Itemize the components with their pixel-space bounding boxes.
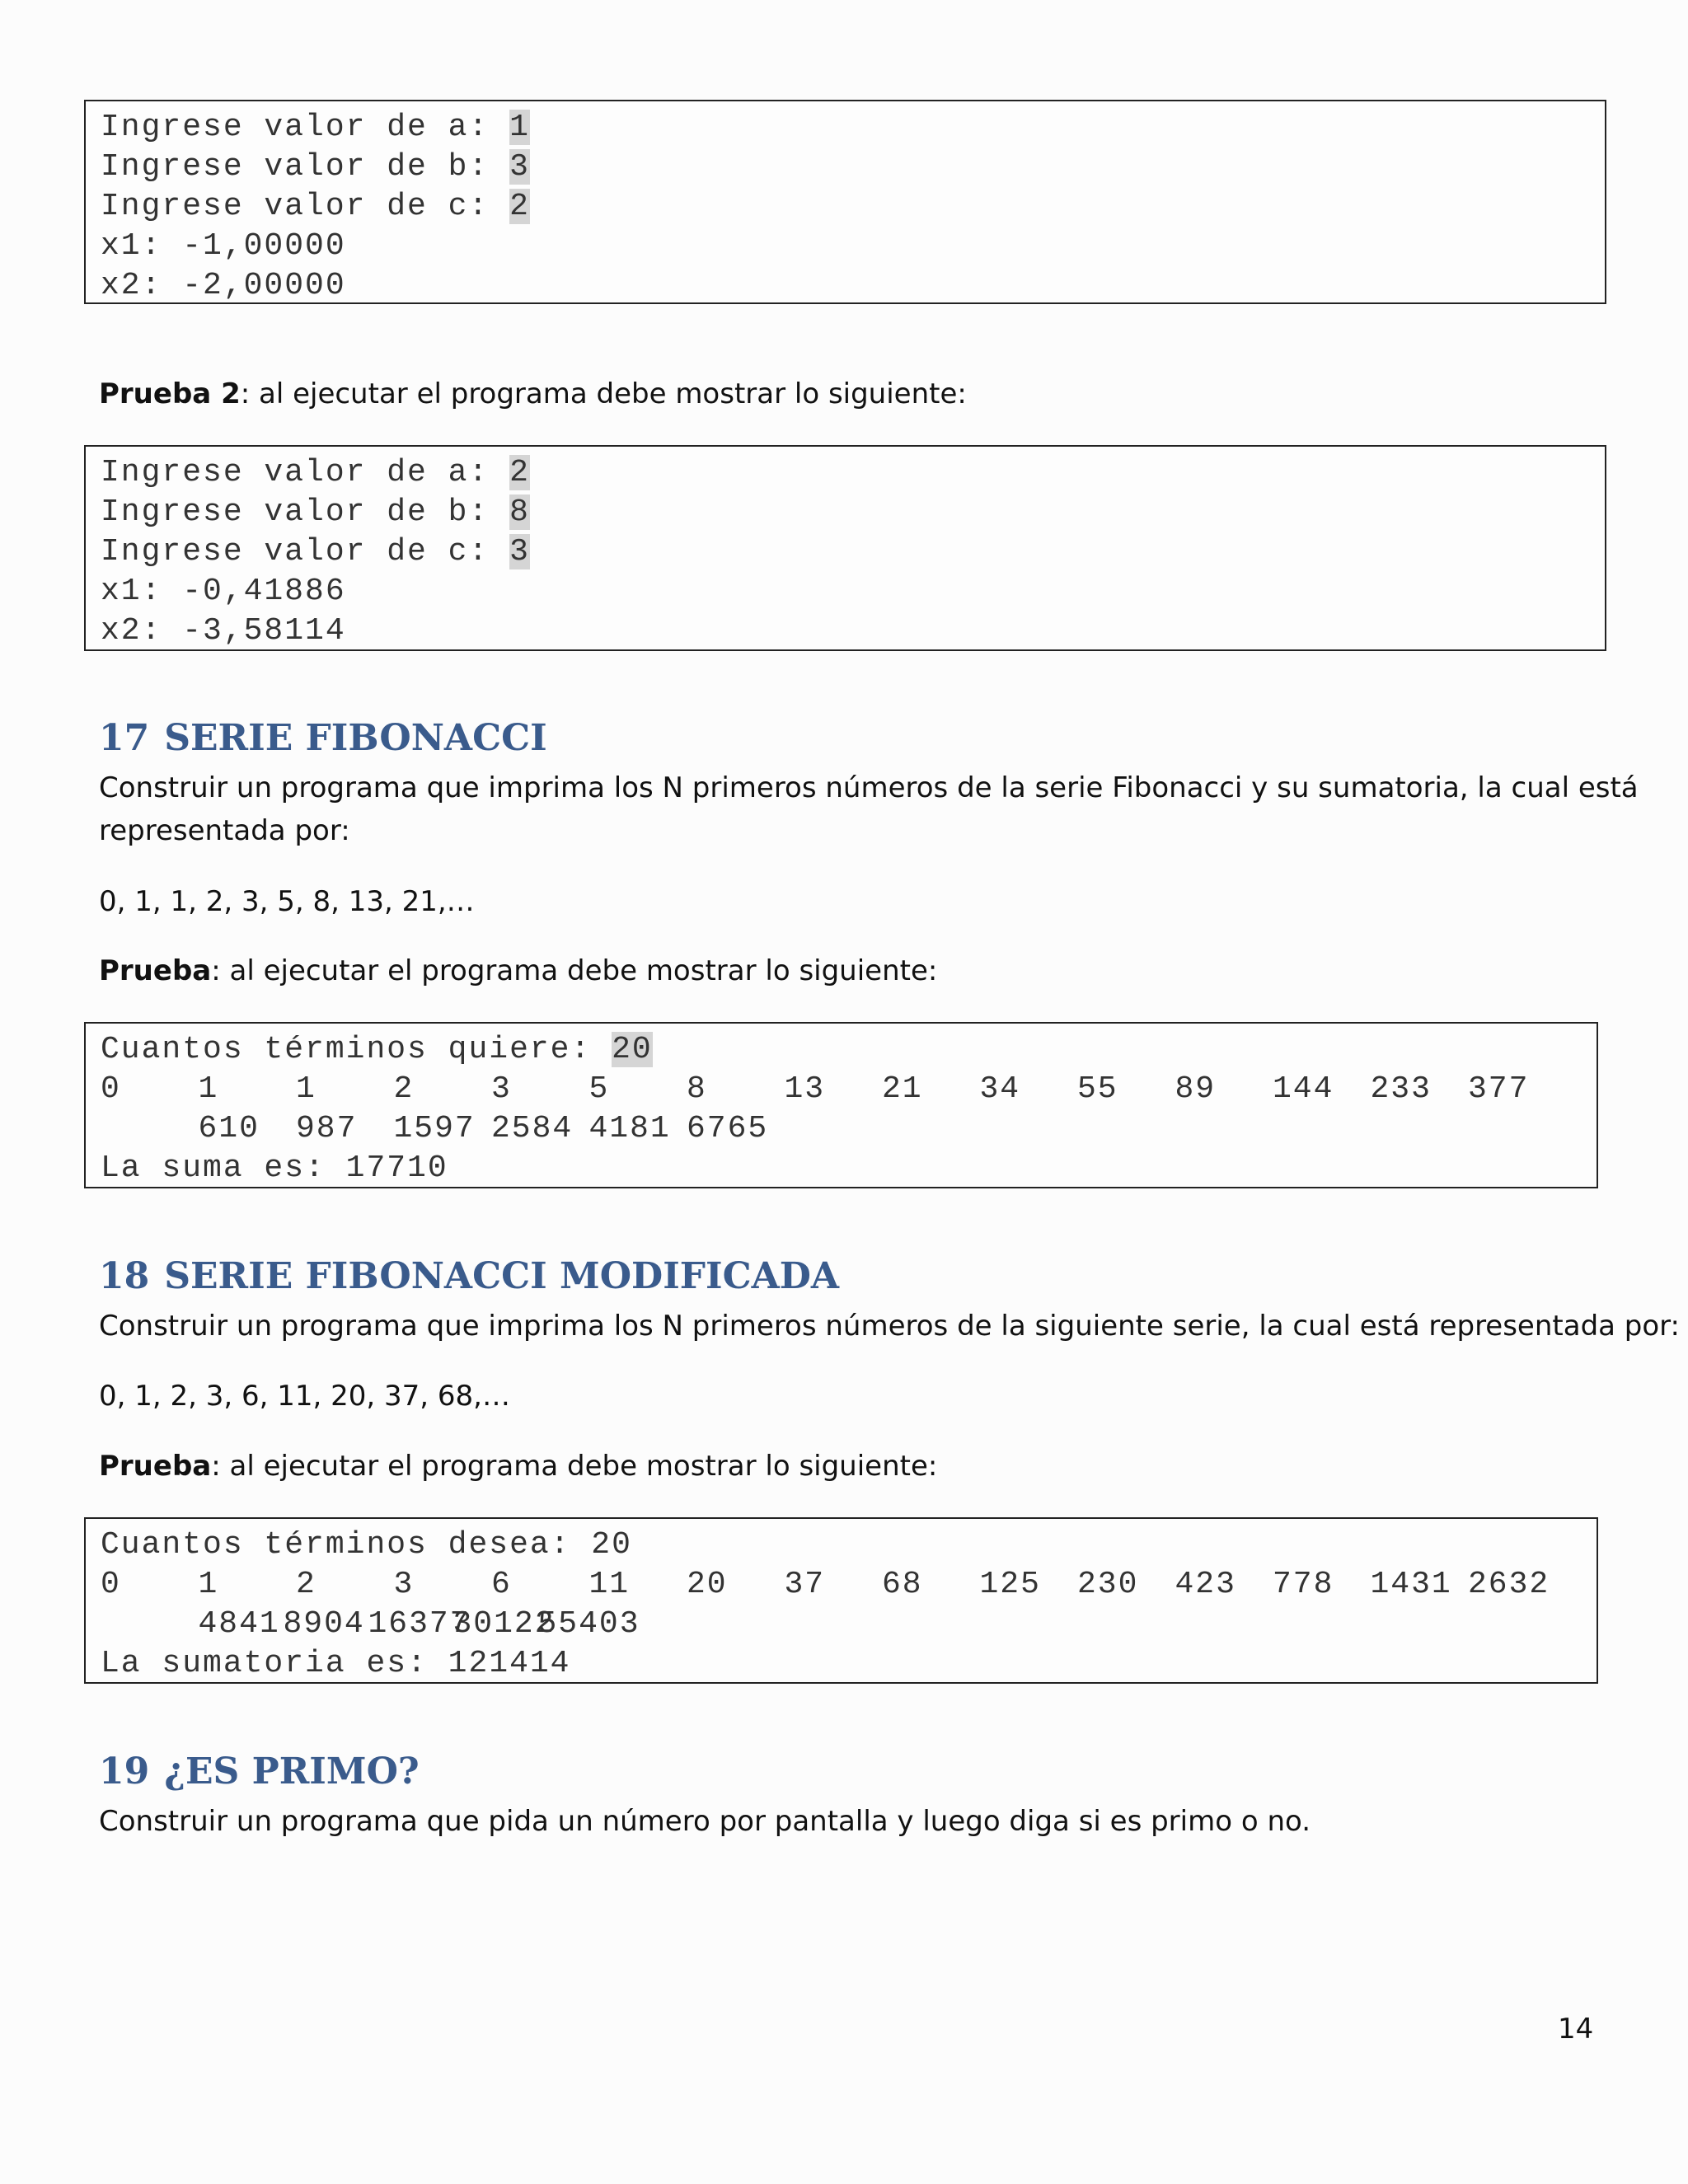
console-line: Cuantos términos quiere: 20 (101, 1032, 653, 1067)
series-value: 8904 (283, 1606, 365, 1642)
console-line: x1: -1,00000 (101, 228, 346, 264)
input-value: 2 (509, 189, 530, 224)
series-value: 1597 (393, 1111, 476, 1146)
series-value: 55403 (537, 1606, 640, 1642)
section-17-heading: 17 SERIE FIBONACCI (99, 717, 547, 759)
console-line: La sumatoria es: 121414 (101, 1646, 571, 1681)
series-value: 1 (198, 1071, 219, 1107)
console-line: Ingrese valor de c: 2 (101, 189, 530, 224)
series-value: 34 (979, 1071, 1021, 1107)
series-value: 2584 (491, 1111, 574, 1146)
section-18-description: Construir un programa que imprima los N primeros números de la siguiente serie, la cual está representada por: (99, 1310, 1681, 1343)
input-value: 3 (509, 149, 530, 185)
series-row (101, 1109, 1597, 1149)
series-value: 3 (393, 1567, 415, 1602)
series-value: 987 (296, 1111, 358, 1146)
section-17-prueba: Prueba: al ejecutar el programa debe mostrar lo siguiente: (99, 954, 938, 987)
series-row (101, 1605, 1597, 1644)
console-line: x1: -0,41886 (101, 574, 346, 609)
prueba-2-label: Prueba 2: al ejecutar el programa debe mostrar lo siguiente: (99, 377, 967, 410)
series-value: 1431 (1370, 1567, 1452, 1602)
page-number: 14 (1558, 2013, 1594, 2046)
series-value: 3 (491, 1071, 512, 1107)
series-value: 30122 (452, 1606, 556, 1642)
console-line: Cuantos términos desea: 20 (101, 1527, 632, 1563)
section-19-heading: 19 ¿ES PRIMO? (99, 1750, 420, 1793)
input-value: 1 (509, 110, 530, 145)
series-value: 423 (1175, 1567, 1236, 1602)
section-18-series: 0, 1, 2, 3, 6, 11, 20, 37, 68,… (99, 1380, 510, 1413)
console-line: Ingrese valor de a: 2 (101, 455, 530, 490)
series-row (101, 1565, 1597, 1605)
series-value: 21 (882, 1071, 923, 1107)
console-line: Ingrese valor de b: 8 (101, 494, 530, 530)
series-value: 0 (101, 1567, 121, 1602)
series-value: 8 (687, 1071, 707, 1107)
input-value: 3 (509, 534, 530, 569)
console-output-box-4 (84, 1517, 1598, 1684)
series-value: 1 (198, 1567, 219, 1602)
series-value: 125 (979, 1567, 1041, 1602)
series-value: 68 (882, 1567, 923, 1602)
series-value: 4841 (198, 1606, 280, 1642)
series-value: 6 (491, 1567, 512, 1602)
series-value: 377 (1468, 1071, 1530, 1107)
console-line: Ingrese valor de b: 3 (101, 149, 530, 185)
series-value: 230 (1077, 1567, 1139, 1602)
input-value: 8 (509, 494, 530, 530)
input-value: 2 (509, 455, 530, 490)
series-value: 2 (296, 1567, 316, 1602)
section-18-heading: 18 SERIE FIBONACCI MODIFICADA (99, 1255, 840, 1297)
console-line: x2: -2,00000 (101, 268, 346, 303)
series-value: 233 (1370, 1071, 1432, 1107)
series-value: 4181 (588, 1111, 671, 1146)
series-value: 610 (198, 1111, 260, 1146)
console-line: Ingrese valor de c: 3 (101, 534, 530, 569)
console-line: Ingrese valor de a: 1 (101, 110, 530, 145)
series-value: 144 (1273, 1071, 1334, 1107)
series-value: 89 (1175, 1071, 1217, 1107)
series-value: 11 (588, 1567, 631, 1602)
series-row (101, 1070, 1597, 1109)
console-line: x2: -3,58114 (101, 613, 346, 649)
console-line: La suma es: 17710 (101, 1151, 448, 1186)
series-value: 2 (393, 1071, 415, 1107)
console-output-box-2 (84, 445, 1606, 651)
series-value: 55 (1077, 1071, 1118, 1107)
section-18-prueba: Prueba: al ejecutar el programa debe mostrar lo siguiente: (99, 1450, 938, 1483)
series-value: 1 (296, 1071, 316, 1107)
series-value: 6765 (687, 1111, 769, 1146)
series-value: 0 (101, 1071, 121, 1107)
section-17-series: 0, 1, 1, 2, 3, 5, 8, 13, 21,… (99, 885, 475, 918)
console-output-box-1 (84, 100, 1606, 304)
section-19-description: Construir un programa que pida un número por pantalla y luego diga si es primo o no. (99, 1805, 1311, 1838)
series-value: 20 (687, 1567, 728, 1602)
series-value: 2632 (1468, 1567, 1550, 1602)
series-value: 5 (588, 1071, 610, 1107)
series-value: 16377 (368, 1606, 471, 1642)
console-output-box-3 (84, 1022, 1598, 1188)
series-value: 13 (784, 1071, 826, 1107)
series-value: 778 (1273, 1567, 1334, 1602)
section-17-description: Construir un programa que imprima los N primeros números de la serie Fibonacci y su sumatoria, la cual está representada por: (99, 771, 1639, 847)
input-value: 20 (612, 1032, 653, 1067)
series-value: 37 (784, 1567, 826, 1602)
